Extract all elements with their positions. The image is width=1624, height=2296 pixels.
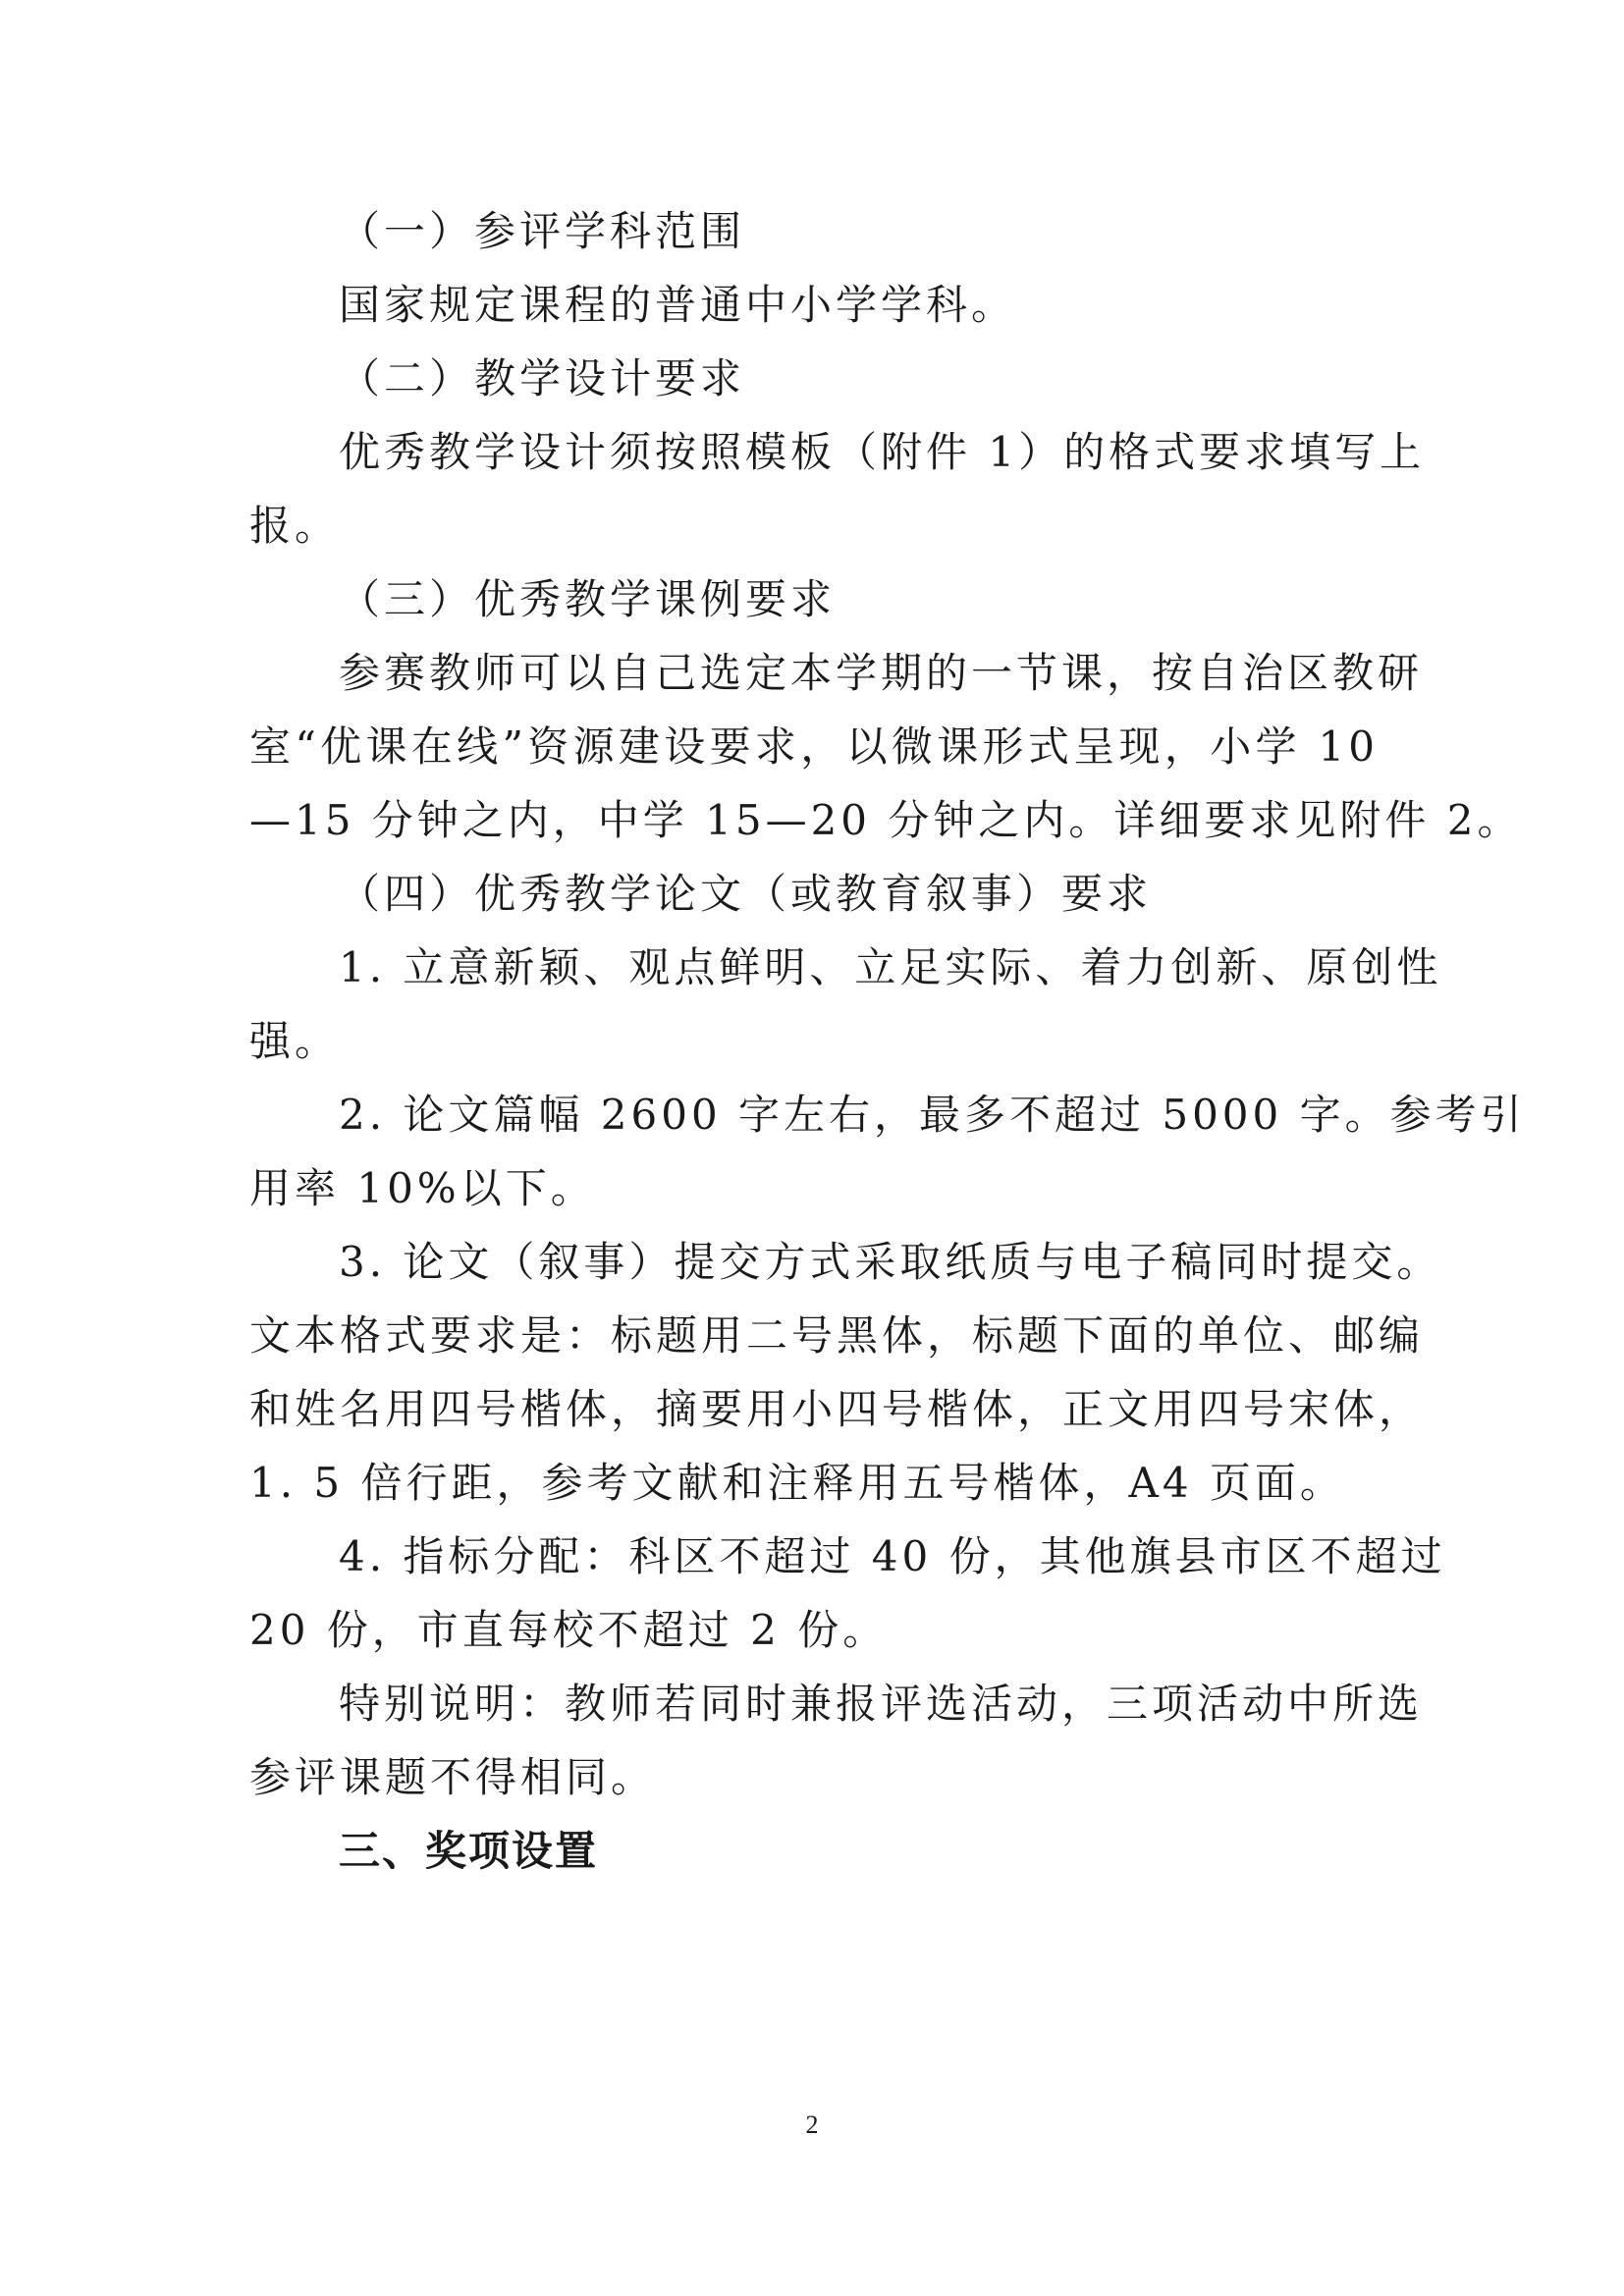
- special-note-line1: 特别说明：教师若同时兼报评选活动，三项活动中所选: [339, 1680, 1424, 1728]
- paragraph-lesson-requirements-line1: 参赛教师可以自己选定本学期的一节课，按自治区教研: [339, 649, 1424, 697]
- paragraph-lesson-requirements-line3: —15 分钟之内，中学 15—20 分钟之内。详细要求见附件 2。: [249, 796, 1523, 844]
- section-heading-subject-scope: （一）参评学科范围: [339, 207, 746, 255]
- section-heading-paper-requirements: （四）优秀教学论文（或教育叙事）要求: [339, 870, 1153, 918]
- special-note-line2: 参评课题不得相同。: [249, 1753, 657, 1801]
- list-item-3-line3: 和姓名用四号楷体，摘要用小四号楷体，正文用四号宋体，: [249, 1385, 1425, 1433]
- list-item-1-line2: 强。: [249, 1017, 341, 1065]
- list-item-2-line1: 2. 论文篇幅 2600 字左右，最多不超过 5000 字。参考引: [339, 1091, 1526, 1139]
- list-item-3-line1: 3. 论文（叙事）提交方式采取纸质与电子稿同时提交。: [339, 1238, 1442, 1286]
- paragraph-lesson-requirements-line2: 室“优课在线”资源建设要求，以微课形式呈现，小学 10: [249, 722, 1379, 771]
- list-item-4-line1: 4. 指标分配：科区不超过 40 份，其他旗县市区不超过: [339, 1532, 1446, 1580]
- paragraph-design-requirements-line2: 报。: [249, 502, 341, 550]
- page-number: 2: [805, 2110, 819, 2139]
- list-item-1-line1: 1. 立意新颖、观点鲜明、立足实际、着力创新、原创性: [339, 943, 1442, 991]
- paragraph-subject-scope: 国家规定课程的普通中小学学科。: [339, 281, 1017, 329]
- section-heading-awards: 三、奖项设置: [339, 1827, 599, 1875]
- list-item-4-line2: 20 份，市直每校不超过 2 份。: [249, 1606, 889, 1654]
- section-heading-design-requirements: （二）教学设计要求: [339, 354, 746, 402]
- list-item-3-line2: 文本格式要求是：标题用二号黑体，标题下面的单位、邮编: [249, 1311, 1425, 1360]
- paragraph-design-requirements-line1: 优秀教学设计须按照模板（附件 1）的格式要求填写上: [339, 428, 1426, 476]
- list-item-3-line4: 1. 5 倍行距，参考文献和注释用五号楷体，A4 页面。: [249, 1459, 1345, 1507]
- list-item-2-line2: 用率 10%以下。: [249, 1164, 596, 1212]
- section-heading-lesson-requirements: （三）优秀教学课例要求: [339, 575, 837, 623]
